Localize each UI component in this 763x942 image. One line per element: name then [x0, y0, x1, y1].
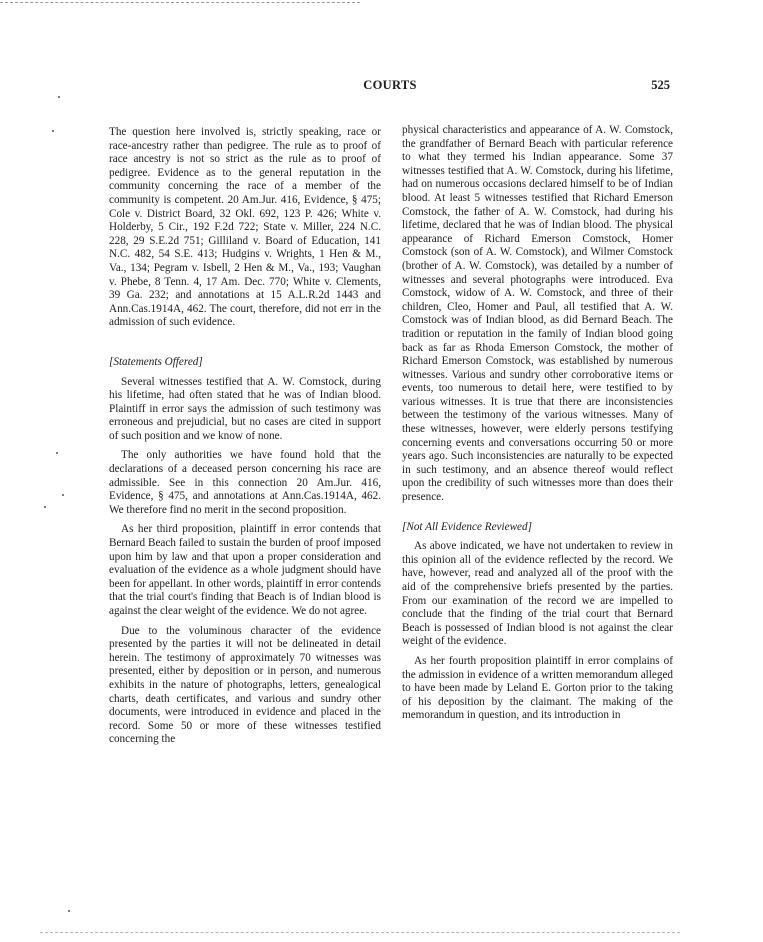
page-number: 525	[651, 78, 670, 92]
paragraph-witness-statements: Several witnesses testified that A. W. Comstock, during his lifetime, had often stated that he was of Indian blood. Plaintiff in error says the admission of such testimony was erroneous and prejudicial, but no cases are cited in support of such position and we know of none.	[109, 375, 381, 442]
scan-speck	[56, 452, 58, 454]
paragraph-fourth-proposition: As her fourth proposition plaintiff in error complains of the admission in evidence of a written memorandum alleged to have been made by Leland E. Gorton prior to the taking of his deposition by the claimant. The making of the memorandum in question, and its introduction in	[402, 654, 673, 722]
scan-speck	[68, 910, 70, 912]
paragraph-physical-characteristics: physical characteristics and appearance of A. W. Comstock, the grandfather of Bernard Beach with particular reference to what they termed his Indian appearance. Some 37 witnesses testified that A. W. Comstock, during his lifetime, had on numerous occasions declared himself to be of Indian blood. At least 5 witnesses testified that Richard Emerson Comstock, the father of A. W. Comstock, had during his lifetime, declared that he was of Indian blood. The physical appearance of Richard Emerson Comstock, Homer Comstock (son of A. W. Comstock), and Wilmer Comstock (brother of A. W. Comstock), was detailed by a number of witnesses and several photographs were introduced. Eva Comstock, widow of A. W. Comstock, and three of their children, Cleo, Homer and Paul, all testified that A. W. Comstock was of Indian blood, as did Bernard Beach. The tradition or reputation in the family of Indian blood going back as far as Rhoda Emerson Comstock, the mother of Richard Emerson Comstock, was established by numerous witnesses. Various and sundry other corroborative items or events, too numerous to detail here, were testified to by various witnesses. It is true that there are inconsistencies between the testimony of the various witnesses. Many of these witnesses, however, were elderly persons testifying concerning events and conversations occurring 50 or more years ago. Such inconsistencies are naturally to be expected in such testimony, and an absence thereof would reflect upon the credibility of such witnesses more than does their presence.	[402, 124, 673, 504]
paragraph-voluminous-evidence: Due to the voluminous character of the evidence presented by the parties it will not be delineated in detail herein. The testimony of approximately 70 witnesses was presented, either by deposition or in person, and numerous exhibits in the nature of photographs, letters, genealogical charts, death certificates, and various and sundry other documents, were introduced in evidence and placed in the record. Some 50 or more of these witnesses testified concerning the	[109, 624, 381, 746]
scan-speck	[62, 494, 64, 496]
paragraph-authorities: The only authorities we have found hold that the declarations of a deceased person concerning his race are admissible. See in this connection 20 Am.Jur. 416, Evidence, § 475, and annotations at Ann.Cas.1914A, 462. We therefore find no merit in the second proposition.	[109, 449, 381, 516]
paragraph-review-of-record: As above indicated, we have not undertaken to review in this opinion all of the evidence reflected by the record. We have, however, read and analyzed all of the proof with the aid of the comprehensive briefs presented by the parties. From our examination of the record we are impelled to conclude that the finding of the trial court that Bernard Beach is possessed of Indian blood is not against the clear weight of the evidence.	[402, 540, 673, 648]
section-heading-not-all-evidence: [Not All Evidence Reviewed]	[402, 520, 532, 533]
scan-speck	[44, 506, 46, 508]
right-column	[402, 124, 673, 723]
running-header-title: COURTS	[363, 78, 417, 92]
scan-edge-top	[0, 2, 360, 3]
paragraph-third-proposition: As her third proposition, plaintiff in error contends that Bernard Beach failed to sustain the burden of proof imposed upon him by law and that upon a proper consideration and evaluation of the evidence as a whole judgment should have been for appellant. In other words, plaintiff in error contends that the trial court's finding that Beach is of Indian blood is against the clear weight of the evidence. We do not agree.	[109, 523, 381, 617]
scan-speck	[58, 96, 60, 98]
scan-edge-bottom	[40, 932, 680, 933]
section-heading-statements-offered: [Statements Offered]	[109, 355, 203, 368]
scan-speck	[52, 130, 54, 132]
left-column	[109, 126, 381, 747]
paragraph-race-ancestry: The question here involved is, strictly speaking, race or race-ancestry rather than pedigree. The rule as to proof of race ancestry is not so strict as the rule as to proof of pedigree. Evidence as to the general reputation in the community concerning the race of a member of the community is competent. 20 Am.Jur. 416, Evidence, § 475; Cole v. District Board, 32 Okl. 692, 123 P. 426; White v. Holderby, 5 Cir., 192 F.2d 722; State v. Miller, 224 N.C. 228, 29 S.E.2d 751; Gilliland v. Board of Education, 141 N.C. 482, 54 S.E. 413; Hudgins v. Wrights, 1 Hen & M., Va., 134; Pegram v. Isbell, 2 Hen & M., Va., 193; Vaughan v. Phebe, 8 Tenn. 4, 17 Am. Dec. 770; White v. Clements, 39 Ga. 232; and annotations at 15 A.L.R.2d 1443 and Ann.Cas.1914A, 462. The court, therefore, did not err in the admission of such evidence.	[109, 126, 381, 329]
